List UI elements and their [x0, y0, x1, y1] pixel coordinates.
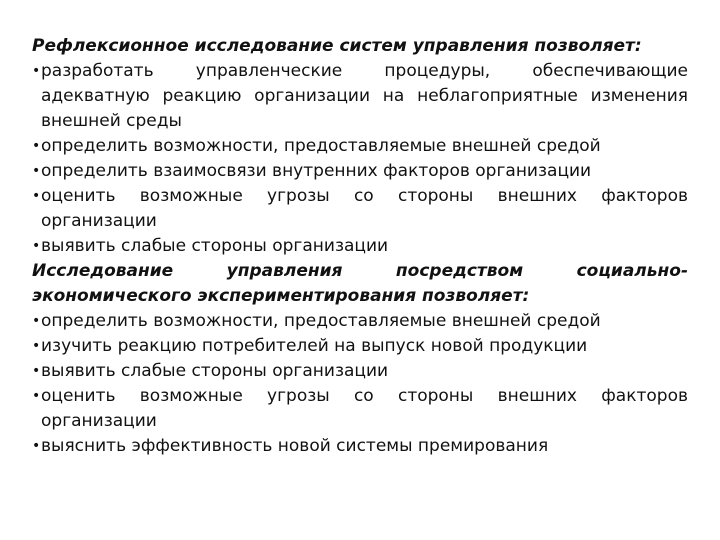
bullet-icon: • — [32, 63, 41, 79]
list-item-text: выяснить эффективность новой системы премирования — [41, 436, 549, 456]
bullet-icon: • — [32, 188, 41, 204]
list-item-text: определить возможности, предоставляемые внешней средой — [41, 311, 601, 331]
section-heading-reflexive: Рефлексионное исследование систем управления позволяет: — [32, 36, 642, 56]
list-item-text: разработать управленческие процедуры, обеспечивающие адекватную реакцию организации на неблагоприятные изменения внешней среды — [41, 61, 688, 131]
bullet-icon: • — [32, 238, 41, 254]
list-item-text: изучить реакцию потребителей на выпуск новой продукции — [41, 336, 588, 356]
list-item-text: выявить слабые стороны организации — [41, 236, 389, 256]
list-item — [32, 134, 688, 159]
list-item — [32, 359, 688, 384]
bullet-icon: • — [32, 388, 41, 404]
list-item — [32, 184, 688, 234]
bullet-list-reflexive — [32, 59, 688, 259]
list-item-text: оценить возможные угрозы со стороны внешних факторов организации — [41, 186, 688, 231]
bullet-icon: • — [32, 313, 41, 329]
bullet-icon: • — [32, 138, 41, 154]
list-item-text: определить возможности, предоставляемые внешней средой — [41, 136, 601, 156]
list-item-text: определить взаимосвязи внутренних факторов организации — [41, 161, 592, 181]
section-heading-experimentation: Исследование управления посредством социально-экономического экспериментирования позволяет: — [32, 261, 688, 306]
list-item — [32, 234, 688, 259]
list-item-text: оценить возможные угрозы со стороны внешних факторов организации — [41, 386, 688, 431]
bullet-icon: • — [32, 338, 41, 354]
bullet-icon: • — [32, 163, 41, 179]
bullet-list-experimentation — [32, 309, 688, 459]
list-item — [32, 434, 688, 459]
bullet-icon: • — [32, 438, 41, 454]
list-item — [32, 309, 688, 334]
list-item — [32, 59, 688, 134]
bullet-icon: • — [32, 363, 41, 379]
list-item — [32, 334, 688, 359]
slide-content — [32, 34, 688, 459]
list-item-text: выявить слабые стороны организации — [41, 361, 389, 381]
list-item — [32, 384, 688, 434]
list-item — [32, 159, 688, 184]
